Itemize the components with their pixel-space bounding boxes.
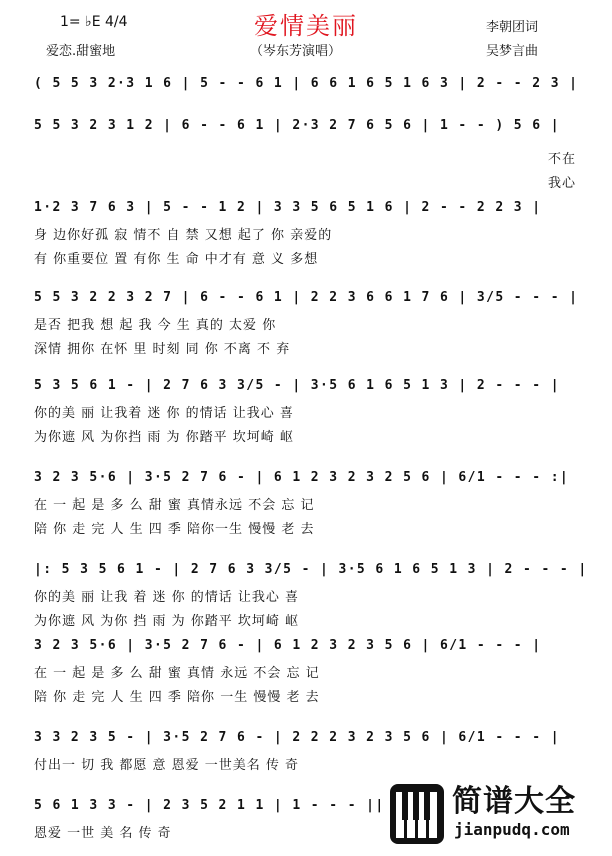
- notation-row: ( 5 5 3 2·3 1 6 | 5 - - 6 1 | 6 6 1 6 5 1 6 3 | 2 - - 2 3 |: [34, 76, 579, 91]
- lyric-line: 有 你重要位 置 有你 生 命 中才有 意 义 多想: [34, 252, 319, 267]
- lyric-line: 在 一 起 是 多 么 甜 蜜 真情 永远 不会 忘 记: [34, 666, 320, 681]
- notation-row: 5 5 3 2 3 1 2 | 6 - - 6 1 | 2·3 2 7 6 5 6 | 1 - - ) 5 6 |: [34, 118, 560, 133]
- lyric-line: 是否 把我 想 起 我 今 生 真的 太爱 你: [34, 318, 277, 333]
- notation-row: |: 5 3 5 6 1 - | 2 7 6 3 3/5 - | 3·5 6 1 6 5 1 3 | 2 - - - |: [34, 562, 588, 577]
- lyric-line: 身 边你好孤 寂 情不 自 禁 又想 起了 你 亲爱的: [34, 228, 333, 243]
- key-signature: 1= ♭E 4/4: [60, 14, 128, 30]
- lyric-line: 你的美 丽 让我着 迷 你 的情话 让我心 喜: [34, 406, 294, 421]
- song-title: 爱情美丽: [254, 12, 358, 40]
- watermark-url: jianpudq.com: [454, 820, 570, 839]
- lyric-line: 恩爱 一世 美 名 传 奇: [34, 826, 172, 841]
- notation-row: 3 2 3 5·6 | 3·5 2 7 6 - | 6 1 2 3 2 3 2 5 6 | 6/1 - - - :|: [34, 470, 570, 485]
- lyric-line: 为你遮 风 为你挡 雨 为 你踏平 坎坷崎 岖: [34, 430, 294, 445]
- notation-row: 1·2 3 7 6 3 | 5 - - 1 2 | 3 3 5 6 5 1 6 | 2 - - 2 2 3 |: [34, 200, 542, 215]
- lyric-line: 深情 拥你 在怀 里 时刻 同 你 不离 不 弃: [34, 342, 291, 357]
- lyric-line: 为你遮 风 为你 挡 雨 为 你踏平 坎坷崎 岖: [34, 614, 300, 629]
- style-note: 爱恋.甜蜜地: [46, 44, 116, 59]
- watermark-site-name: 简谱大全: [452, 784, 576, 819]
- notation-row: 3 2 3 5·6 | 3·5 2 7 6 - | 6 1 2 3 2 3 5 6 | 6/1 - - - |: [34, 638, 542, 653]
- lyricist-credit: 李朝团词: [486, 20, 539, 35]
- lyric-line: 付出一 切 我 都愿 意 恩爱 一世美名 传 奇: [34, 758, 300, 773]
- composer-credit: 吴梦言曲: [486, 44, 539, 59]
- piano-logo-icon: [388, 780, 448, 850]
- watermark: [388, 776, 612, 856]
- lyric-line: 陪 你 走 完 人 生 四 季 陪你 一生 慢慢 老 去: [34, 690, 320, 705]
- notation-row: 5 5 3 2 2 3 2 7 | 6 - - 6 1 | 2 2 3 6 6 1 7 6 | 3/5 - - - |: [34, 290, 579, 305]
- notation-row: 5 3 5 6 1 - | 2 7 6 3 3/5 - | 3·5 6 1 6 5 1 3 | 2 - - - |: [34, 378, 560, 393]
- lyric-line: 我心: [548, 176, 577, 191]
- notation-row: 3 3 2 3 5 - | 3·5 2 7 6 - | 2 2 2 3 2 3 5 6 | 6/1 - - - |: [34, 730, 560, 745]
- lyric-line: 在 一 起 是 多 么 甜 蜜 真情永远 不会 忘 记: [34, 498, 315, 513]
- notation-row: 5 6 1 3 3 - | 2 3 5 2 1 1 | 1 - - - ||: [34, 798, 385, 813]
- lyric-line: 陪 你 走 完 人 生 四 季 陪你一生 慢慢 老 去: [34, 522, 315, 537]
- lyric-line: 不在: [548, 152, 577, 167]
- singer-credit: （岑东芳演唱）: [250, 44, 342, 59]
- lyric-line: 你的美 丽 让我 着 迷 你 的情话 让我心 喜: [34, 590, 300, 605]
